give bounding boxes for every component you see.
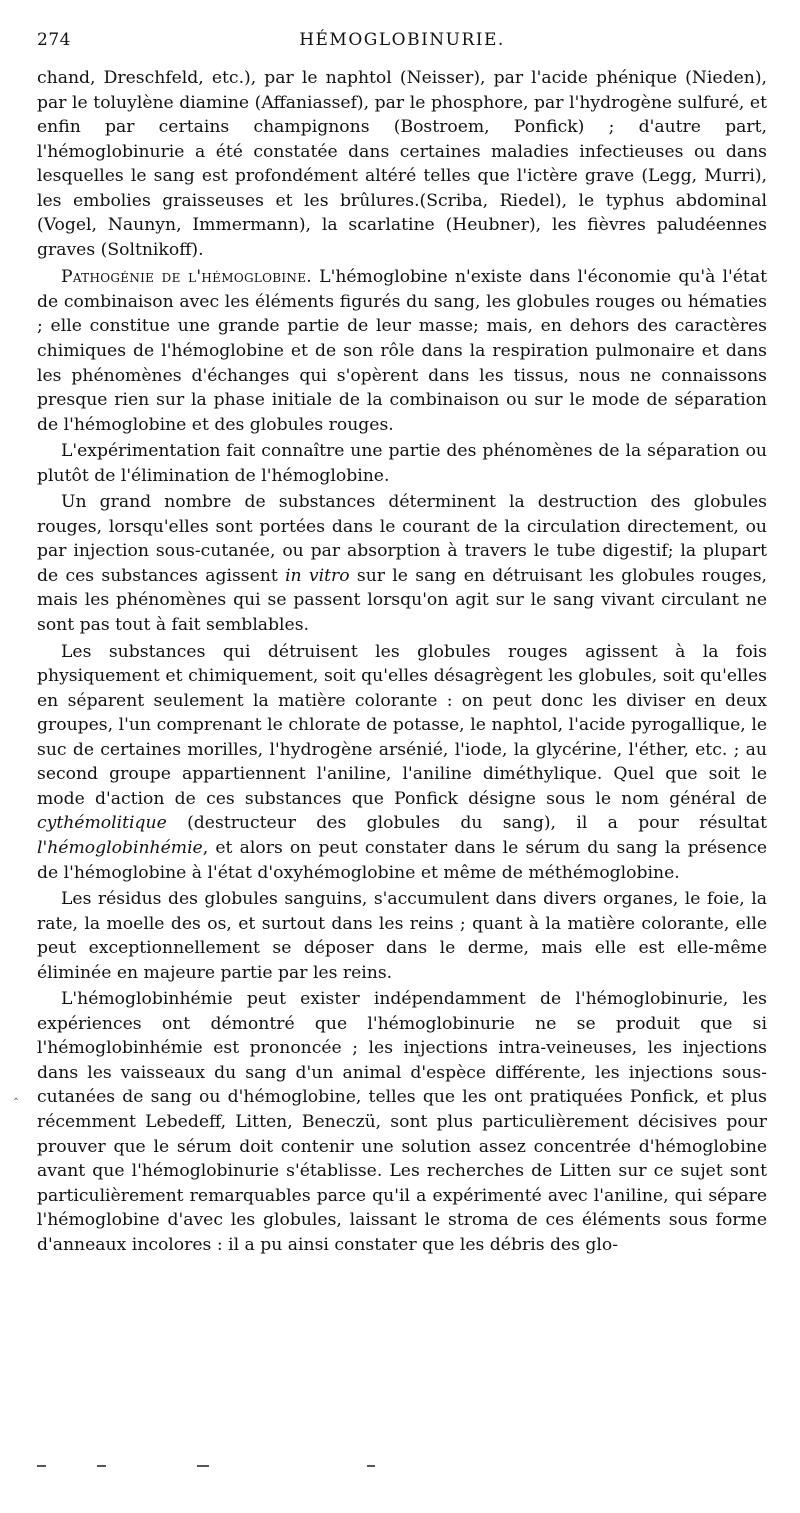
section-heading: Pathogénie de l'hémoglobine.: [61, 267, 313, 288]
paragraph-hemoglobinhemie: L'hémoglobinhémie peut exister indépendamment de l'hémoglobinurie, les expériences ont démontré que l'hémoglobinurie ne se produit que si l'hémoglobinhémie est prononcée ; les injections intra-veineuses, les injections dans les vaisseaux du sang d'un animal d'espèce différente, les injections sous-cutanées de sang ou d'hémoglobine, telles que les ont pratiquées Ponfick, et plus récemment Lebedeff, Litten, Beneczü, sont plus particulièrement décisives pour prouver que le sérum doit contenir une solution assez concentrée d'hémoglobine avant que l'hémoglobinurie s'établisse. Les recherches de Litten sur ce sujet sont particulièrement remarquables parce qu'il a expérimenté avec l'aniline, qui sépare l'hémoglobine d'avec les globules, laissant le stroma de ces éléments sous forme d'anneaux incolores : il a pu ainsi constater que les débris des glo-: [37, 989, 767, 1255]
paragraph-substances: [37, 490, 767, 637]
paragraph-pathogenie: [37, 265, 767, 437]
italic-term: l'hémoglobinhémie: [37, 837, 203, 858]
italic-term: in vitro: [285, 565, 350, 586]
paragraph-text: Les substances qui détruisent les globules rouges agissent à la fois physiquement et chimiquement, soit qu'elles désagrègent les globules, soit qu'elles en séparent seulement la matière colorante : on peut donc les diviser en deux groupes, l'un comprenant le chlorate de potasse, le naphtol, l'acide pyrogallique, le suc de certaines morilles, l'hydrogène arsénié, l'iode, la glycérine, l'éther, etc. ; au second groupe appartiennent l'aniline, l'aniline diméthylique. Quel que soit le mode d'action de ces substances que Ponfick désigne sous le nom général de: [37, 641, 767, 809]
italic-term: cythémolitique: [37, 813, 167, 834]
paragraph-experimentation: L'expérimentation fait connaître une partie des phénomènes de la séparation ou plutôt de l'élimination de l'hémoglobine.: [37, 441, 767, 486]
running-title: HÉMOGLOBINURIE.: [299, 30, 505, 50]
scan-mark: [367, 1465, 375, 1467]
paragraph-text: sur le sang en détruisant les globules rouges, mais les phénomènes qui se passent lorsqu'on agit sur le sang vivant circulant ne sont pas tout à fait semblables.: [37, 565, 768, 636]
scan-mark: [197, 1465, 209, 1467]
scan-mark: [37, 1465, 46, 1467]
paragraph-text: (destructeur des globules du sang), il a pour résultat: [166, 813, 767, 834]
footer-scan-marks: [37, 1465, 437, 1475]
book-page: [37, 30, 767, 1259]
scan-mark: [97, 1465, 106, 1467]
paragraph-text: , et alors on peut constater dans le sérum du sang la présence de l'hémoglobine à l'état d'oxyhémoglobine et même de méthémoglobine.: [37, 837, 767, 883]
body-text: [37, 66, 767, 1257]
paragraph-text: L'hémoglobine n'existe dans l'économie qu'à l'état de combinaison avec les éléments figurés du sang, les globules rouges ou hématies ; elle constitue une grande partie de leur masse; mais, en dehors des caractères chimiques de l'hémoglobine et de son rôle dans la respiration pulmonaire et dans les phénomènes d'échanges qui s'opèrent dans les tissus, nous ne connaissons presque rien sur la phase initiale de la combinaison ou sur le mode de séparation de l'hémoglobine et des globules rouges.: [37, 267, 767, 435]
margin-mark: ‸: [14, 1086, 19, 1100]
paragraph-residus: Les résidus des globules sanguins, s'accumulent dans divers organes, le foie, la rate, la moelle des os, et surtout dans les reins ; quant à la matière colorante, elle peut exceptionnellement se déposer dans le derme, mais elle est elle-même éliminée en majeure partie par les reins.: [37, 889, 767, 983]
page-number: 274: [37, 30, 71, 50]
paragraph-continued: chand, Dreschfeld, etc.), par le naphtol (Neisser), par l'acide phénique (Nieden), par le toluylène diamine (Affaniassef), par le phosphore, par l'hydrogène sulfuré, et enfin par certains champignons (Bostroem, Ponfick) ; d'autre part, l'hémoglobinurie a été constatée dans certaines maladies infectieuses ou dans lesquelles le sang est profondément altéré telles que l'ictère grave (Legg, Murri), les embolies graisseuses et les brûlures.(Scriba, Riedel), le typhus abdominal (Vogel, Naunyn, Immermann), la scarlatine (Heubner), les fièvres paludéennes graves (Soltnikoff).: [37, 68, 767, 260]
paragraph-text: Un grand nombre de substances déterminent la destruction des globules rouges, lorsqu'elles sont portées dans le courant de la circulation directement, ou par injection sous-cutanée, ou par absorption à travers le tube digestif; la plupart de ces substances agissent: [37, 492, 767, 586]
page-header: [37, 30, 767, 58]
paragraph-destruction: [37, 640, 767, 885]
